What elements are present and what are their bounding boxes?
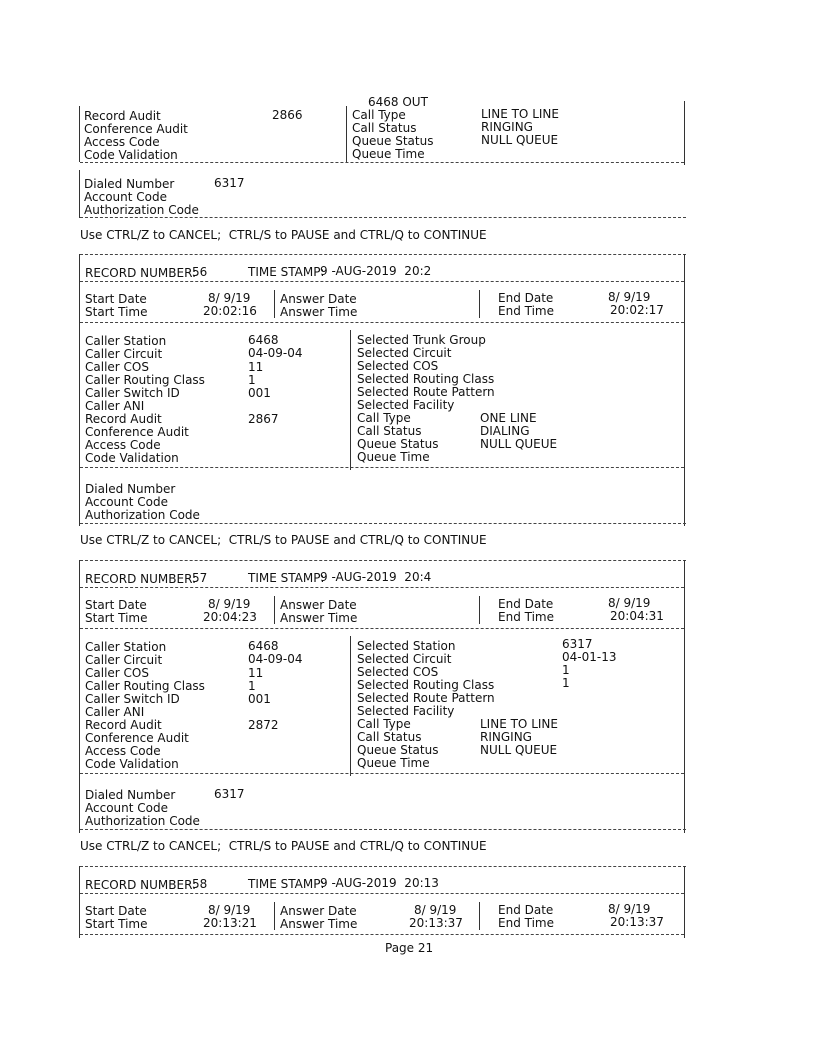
answer-time-label: Answer Time [280,305,358,319]
separator [80,467,684,468]
left-border [79,254,80,526]
selected-routing-class-label: Selected Routing Class [357,678,495,692]
access-code-label: Access Code [84,135,160,149]
call-status-label: Call Status [357,424,422,438]
left-border [79,866,80,938]
call-status-value: DIALING [480,424,530,438]
answer-date-value: 8/ 9/19 [414,903,457,917]
separator [80,523,686,524]
selected-facility-label: Selected Facility [357,704,455,718]
time-stamp-label: TIME STAMP: [248,571,325,585]
end-date-value: 8/ 9/19 [608,290,651,304]
start-time-label: Start Time [85,305,148,319]
separator [80,560,686,561]
column-divider [346,106,347,162]
record-audit-label: Record Audit [84,109,161,123]
column-divider [479,902,480,930]
code-validation-label: Code Validation [85,451,179,465]
record-audit-label: Record Audit [85,412,162,426]
page-number: Page 21 [385,941,434,955]
selected-station-value: 6317 [562,637,593,651]
right-border [684,101,685,165]
call-type-label: Call Type [352,108,406,122]
time-stamp-value: 9 -AUG-2019 20:13 [320,876,439,890]
selected-station-label: Selected Station [357,639,456,653]
caller-cos-value: 11 [248,666,264,680]
call-status-value: RINGING [480,730,532,744]
right-border [684,866,685,938]
end-date-label: End Date [498,903,554,917]
conference-audit-label: Conference Audit [84,122,188,136]
dialed-number-value: 6317 [214,176,245,190]
caller-circuit-value: 04-09-04 [248,346,303,360]
column-divider [274,290,275,318]
time-stamp-value: 9 -AUG-2019 20:2 [320,264,432,278]
end-time-label: End Time [498,304,554,318]
separator [80,162,684,163]
caller-circuit-label: Caller Circuit [85,653,163,667]
column-divider [479,290,480,318]
record-number-value: 56 [192,265,208,279]
authorization-code-label: Authorization Code [84,203,199,217]
column-divider [274,902,275,930]
separator [80,893,684,894]
record-number-value: 58 [192,877,208,891]
caller-circuit-label: Caller Circuit [85,347,163,361]
separator [80,217,686,218]
time-stamp-label: TIME STAMP: [248,877,325,891]
separator [80,587,684,588]
dialed-number-label: Dialed Number [85,788,176,802]
start-date-value: 8/ 9/19 [208,903,251,917]
account-code-label: Account Code [84,190,167,204]
dialed-number-label: Dialed Number [84,177,175,191]
right-border [684,254,685,526]
separator [80,254,686,255]
answer-time-label: Answer Time [280,917,358,931]
caller-routing-class-label: Caller Routing Class [85,373,205,387]
account-code-label: Account Code [85,495,168,509]
queue-status-value: NULL QUEUE [481,133,559,147]
end-date-value: 8/ 9/19 [608,902,651,916]
code-validation-label: Code Validation [85,757,179,771]
end-time-value: 20:13:37 [610,915,664,929]
record-audit-value: 2872 [248,718,279,732]
separator [80,628,684,629]
queue-time-label: Queue Time [357,450,430,464]
call-type-value: LINE TO LINE [481,107,559,121]
selected-routing-class-label: Selected Routing Class [357,372,495,386]
access-code-label: Access Code [85,438,161,452]
end-date-label: End Date [498,597,554,611]
answer-time-value: 20:13:37 [409,916,463,930]
status-line: Use CTRL/Z to CANCEL; CTRL/S to PAUSE and CTRL/Q to CONTINUE [80,228,487,242]
answer-time-label: Answer Time [280,611,358,625]
separator [80,322,684,323]
caller-switch-id-value: 001 [248,386,271,400]
dialed-number-value: 6317 [214,787,245,801]
selected-trunk-group-label: Selected Trunk Group [357,333,486,347]
record-number-label: RECORD NUMBER: [85,878,197,892]
record-number-label: RECORD NUMBER: [85,266,197,280]
separator [80,773,684,774]
caller-switch-id-label: Caller Switch ID [85,692,180,706]
start-date-label: Start Date [85,904,147,918]
end-date-value: 8/ 9/19 [608,596,651,610]
start-date-value: 8/ 9/19 [208,597,251,611]
record-audit-value: 2867 [248,412,279,426]
right-border [684,560,685,833]
caller-station-value: 6468 [248,639,279,653]
caller-routing-class-label: Caller Routing Class [85,679,205,693]
start-date-label: Start Date [85,292,147,306]
start-time-value: 20:04:23 [203,610,257,624]
selected-cos-label: Selected COS [357,359,439,373]
caller-switch-id-value: 001 [248,692,271,706]
selected-route-pattern-label: Selected Route Pattern [357,385,495,399]
status-line: Use CTRL/Z to CANCEL; CTRL/S to PAUSE and CTRL/Q to CONTINUE [80,839,487,853]
caller-cos-label: Caller COS [85,666,149,680]
call-status-value: RINGING [481,120,533,134]
queue-status-label: Queue Status [352,134,434,148]
answer-date-label: Answer Date [280,598,357,612]
separator [80,934,684,935]
authorization-code-label: Authorization Code [85,814,200,828]
call-type-value: LINE TO LINE [480,717,558,731]
status-line: Use CTRL/Z to CANCEL; CTRL/S to PAUSE and CTRL/Q to CONTINUE [80,533,487,547]
end-time-value: 20:04:31 [610,609,664,623]
left-border [79,170,80,218]
start-date-label: Start Date [85,598,147,612]
queue-time-label: Queue Time [357,756,430,770]
caller-switch-id-label: Caller Switch ID [85,386,180,400]
caller-circuit-value: 04-09-04 [248,652,303,666]
answer-date-label: Answer Date [280,292,357,306]
queue-status-label: Queue Status [357,743,439,757]
caller-station-label: Caller Station [85,334,167,348]
conference-audit-label: Conference Audit [85,425,189,439]
selected-circuit-value: 04-01-13 [562,650,617,664]
separator [80,829,686,830]
selected-route-pattern-label: Selected Route Pattern [357,691,495,705]
start-time-label: Start Time [85,917,148,931]
left-border [79,560,80,833]
selected-facility-label: Selected Facility [357,398,455,412]
time-stamp-label: TIME STAMP: [248,265,325,279]
call-type-value: ONE LINE [480,411,537,425]
caller-routing-class-value: 1 [248,373,256,387]
record-number-value: 57 [192,571,208,585]
call-type-label: Call Type [357,411,411,425]
queue-status-value: NULL QUEUE [480,743,558,757]
start-time-label: Start Time [85,611,148,625]
selected-routing-class-value: 1 [562,676,570,690]
start-time-value: 20:13:21 [203,916,257,930]
queue-time-label: Queue Time [352,147,425,161]
answer-date-label: Answer Date [280,904,357,918]
column-divider [479,596,480,624]
start-time-value: 20:02:16 [203,304,257,318]
conference-audit-label: Conference Audit [85,731,189,745]
column-divider [350,636,351,776]
caller-cos-value: 11 [248,360,264,374]
dialed-number-label: Dialed Number [85,482,176,496]
left-border [79,106,80,162]
caller-ani-label: Caller ANI [85,399,145,413]
column-divider [350,330,351,470]
selected-cos-label: Selected COS [357,665,439,679]
column-divider [274,596,275,624]
caller-station-label: Caller Station [85,640,167,654]
end-time-value: 20:02:17 [610,303,664,317]
separator [80,866,686,867]
time-stamp-value: 9 -AUG-2019 20:4 [320,570,432,584]
queue-status-value: NULL QUEUE [480,437,558,451]
start-date-value: 8/ 9/19 [208,291,251,305]
record-audit-value: 2866 [272,108,303,122]
end-time-label: End Time [498,916,554,930]
out-value: 6468 OUT [368,95,428,109]
call-type-label: Call Type [357,717,411,731]
queue-status-label: Queue Status [357,437,439,451]
call-status-label: Call Status [352,121,417,135]
caller-ani-label: Caller ANI [85,705,145,719]
record-number-label: RECORD NUMBER: [85,572,197,586]
account-code-label: Account Code [85,801,168,815]
selected-circuit-label: Selected Circuit [357,346,452,360]
end-time-label: End Time [498,610,554,624]
record-audit-label: Record Audit [85,718,162,732]
caller-station-value: 6468 [248,333,279,347]
separator [80,281,684,282]
selected-circuit-label: Selected Circuit [357,652,452,666]
caller-routing-class-value: 1 [248,679,256,693]
caller-cos-label: Caller COS [85,360,149,374]
end-date-label: End Date [498,291,554,305]
code-validation-label: Code Validation [84,148,178,162]
selected-cos-value: 1 [562,663,570,677]
call-status-label: Call Status [357,730,422,744]
access-code-label: Access Code [85,744,161,758]
authorization-code-label: Authorization Code [85,508,200,522]
